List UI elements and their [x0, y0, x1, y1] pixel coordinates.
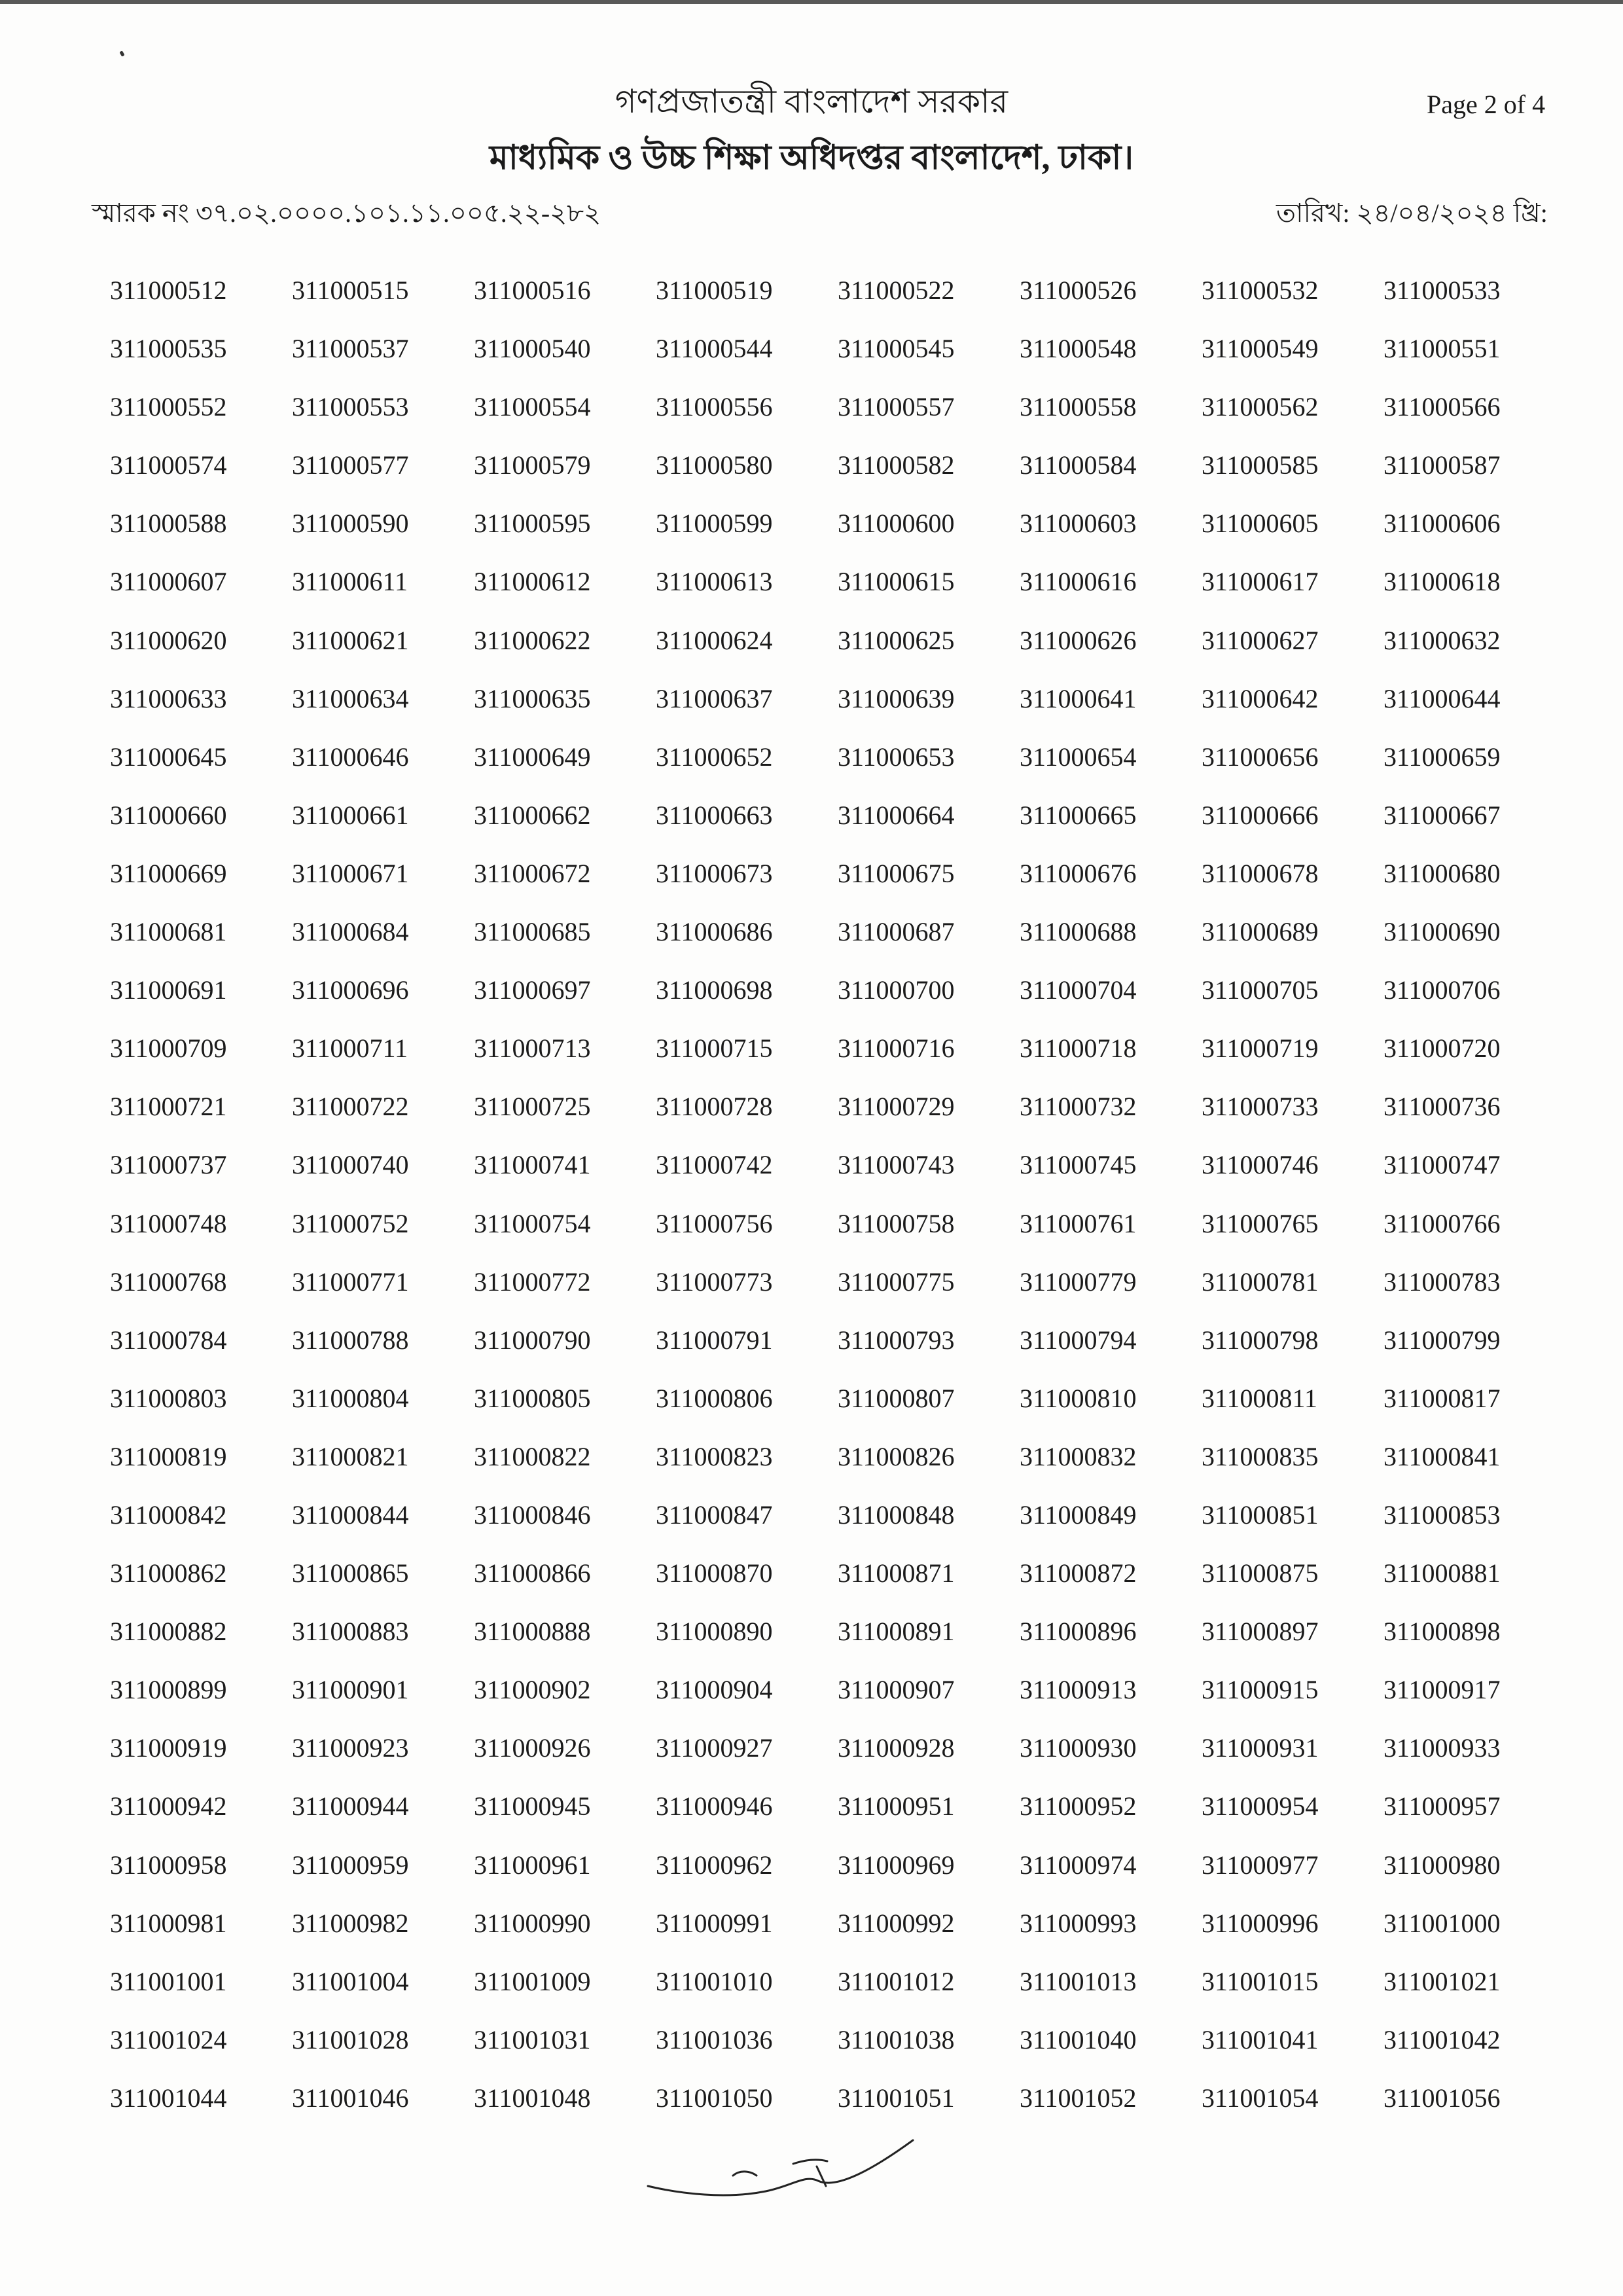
- roll-number: 311001042: [1383, 2024, 1501, 2054]
- table-row: [110, 800, 1565, 858]
- roll-number: 311000931: [1202, 1733, 1319, 1763]
- roll-number: 311000587: [1383, 450, 1501, 480]
- table-row: [110, 1441, 1565, 1499]
- roll-number: 311000687: [838, 917, 955, 947]
- roll-number: 311000704: [1020, 975, 1137, 1005]
- roll-number: 311000715: [656, 1033, 773, 1064]
- roll-number: 311001001: [110, 1966, 227, 1996]
- roll-number: 311000606: [1383, 509, 1501, 539]
- roll-number: 311000689: [1202, 917, 1319, 947]
- roll-number: 311000993: [1020, 1908, 1137, 1938]
- roll-number: 311000904: [656, 1675, 773, 1705]
- roll-number: 311000933: [1383, 1733, 1501, 1763]
- roll-number-grid: [110, 275, 1565, 2141]
- roll-number: 311000659: [1383, 742, 1501, 772]
- roll-number: 311000870: [656, 1558, 773, 1588]
- roll-number: 311000928: [838, 1733, 955, 1763]
- roll-number: 311000625: [838, 625, 955, 655]
- roll-number: 311000866: [474, 1558, 591, 1588]
- table-row: [110, 683, 1565, 742]
- roll-number: 311000516: [474, 276, 591, 305]
- roll-number: 311000661: [292, 800, 409, 830]
- roll-number: 311000660: [110, 800, 227, 830]
- roll-number: 311000537: [292, 334, 409, 364]
- roll-number: 311000783: [1383, 1266, 1501, 1297]
- roll-number: 311000871: [838, 1558, 955, 1588]
- roll-number: 311000577: [292, 450, 409, 480]
- roll-number: 311001015: [1202, 1966, 1319, 1996]
- roll-number: 311000617: [1202, 567, 1319, 597]
- roll-number: 311000747: [1383, 1150, 1501, 1180]
- roll-number: 311000768: [110, 1266, 227, 1297]
- table-row: [110, 916, 1565, 975]
- roll-number: 311000803: [110, 1383, 227, 1413]
- roll-number: 311000882: [110, 1617, 227, 1647]
- table-row: [110, 1208, 1565, 1266]
- signature: [641, 2121, 929, 2219]
- roll-number: 311000678: [1202, 858, 1319, 888]
- roll-number: 311000923: [292, 1733, 409, 1763]
- roll-number: 311000662: [474, 800, 591, 830]
- table-row: [110, 275, 1565, 333]
- roll-number: 311000700: [838, 975, 955, 1005]
- roll-number: 311000804: [292, 1383, 409, 1413]
- roll-number: 311000713: [474, 1033, 591, 1064]
- roll-number: 311000584: [1020, 450, 1137, 480]
- table-row: [110, 742, 1565, 800]
- roll-number: 311000821: [292, 1441, 409, 1471]
- roll-number: 311000957: [1383, 1791, 1501, 1821]
- roll-number: 311000605: [1202, 509, 1319, 539]
- roll-number: 311000616: [1020, 567, 1137, 597]
- roll-number: 311000982: [292, 1908, 409, 1938]
- roll-number: 311000927: [656, 1733, 773, 1763]
- table-row: [110, 1850, 1565, 1908]
- roll-number: 311000634: [292, 683, 409, 713]
- roll-number: 311000716: [838, 1033, 955, 1064]
- roll-number: 311000756: [656, 1208, 773, 1238]
- roll-number: 311000684: [292, 917, 409, 947]
- roll-number: 311000705: [1202, 975, 1319, 1005]
- roll-number: 311000930: [1020, 1733, 1137, 1763]
- roll-number: 311000697: [474, 975, 591, 1005]
- roll-number: 311000981: [110, 1908, 227, 1938]
- roll-number: 311000945: [474, 1791, 591, 1821]
- roll-number: 311001000: [1383, 1908, 1501, 1938]
- roll-number: 311000737: [110, 1150, 227, 1180]
- roll-number: 311000790: [474, 1325, 591, 1355]
- roll-number: 311000672: [474, 858, 591, 888]
- roll-number: 311000671: [292, 858, 409, 888]
- roll-number: 311000990: [474, 1908, 591, 1938]
- roll-number: 311000718: [1020, 1033, 1137, 1064]
- roll-number: 311000853: [1383, 1499, 1501, 1530]
- roll-number: 311000810: [1020, 1383, 1137, 1413]
- roll-number: 311001041: [1202, 2024, 1319, 2054]
- roll-number: 311001051: [838, 2083, 955, 2113]
- roll-number: 311001046: [292, 2083, 409, 2113]
- roll-number: 311000652: [656, 742, 773, 772]
- roll-number: 311000736: [1383, 1092, 1501, 1122]
- roll-number: 311000832: [1020, 1441, 1137, 1471]
- roll-number: 311000862: [110, 1558, 227, 1588]
- table-row: [110, 1732, 1565, 1791]
- roll-number: 311000624: [656, 625, 773, 655]
- roll-number: 311000667: [1383, 800, 1501, 830]
- roll-number: 311000664: [838, 800, 955, 830]
- roll-number: 311001048: [474, 2083, 591, 2113]
- roll-number: 311000603: [1020, 509, 1137, 539]
- roll-number: 311000773: [656, 1266, 773, 1297]
- roll-number: 311000942: [110, 1791, 227, 1821]
- roll-number: 311000958: [110, 1850, 227, 1880]
- table-row: [110, 333, 1565, 391]
- scan-speck: [119, 50, 124, 56]
- roll-number: 311000961: [474, 1850, 591, 1880]
- table-row: [110, 1499, 1565, 1558]
- roll-number: 311000761: [1020, 1208, 1137, 1238]
- office-title: মাধ্যমিক ও উচ্চ শিক্ষা অধিদপ্তর বাংলাদেশ, ঢাকা।: [489, 139, 1134, 177]
- roll-number: 311000663: [656, 800, 773, 830]
- table-row: [110, 1558, 1565, 1616]
- roll-number: 311000666: [1202, 800, 1319, 830]
- roll-number: 311000588: [110, 509, 227, 539]
- roll-number: 311000822: [474, 1441, 591, 1471]
- roll-number: 311000681: [110, 917, 227, 947]
- roll-number: 311000926: [474, 1733, 591, 1763]
- roll-number: 311000742: [656, 1150, 773, 1180]
- roll-number: 311000823: [656, 1441, 773, 1471]
- roll-number: 311000766: [1383, 1208, 1501, 1238]
- roll-number: 311000811: [1202, 1383, 1318, 1413]
- roll-number: 311000915: [1202, 1675, 1319, 1705]
- roll-number: 311000728: [656, 1092, 773, 1122]
- roll-number: 311000775: [838, 1266, 955, 1297]
- roll-number: 311000649: [474, 742, 591, 772]
- roll-number: 311000881: [1383, 1558, 1501, 1588]
- roll-number: 311000669: [110, 858, 227, 888]
- roll-number: 311000969: [838, 1850, 955, 1880]
- roll-number: 311000902: [474, 1675, 591, 1705]
- table-row: [110, 508, 1565, 566]
- roll-number: 311000698: [656, 975, 773, 1005]
- roll-number: 311001050: [656, 2083, 773, 2113]
- roll-number: 311000562: [1202, 392, 1319, 422]
- roll-number: 311000574: [110, 450, 227, 480]
- roll-number: 311000644: [1383, 683, 1501, 713]
- roll-number: 311000841: [1383, 1441, 1501, 1471]
- roll-number: 311000595: [474, 509, 591, 539]
- roll-number: 311000954: [1202, 1791, 1319, 1821]
- roll-number: 311000613: [656, 567, 773, 597]
- roll-number: 311001031: [474, 2024, 591, 2054]
- roll-number: 311000992: [838, 1908, 955, 1938]
- roll-number: 311000807: [838, 1383, 955, 1413]
- roll-number: 311000706: [1383, 975, 1501, 1005]
- roll-number: 311000898: [1383, 1617, 1501, 1647]
- roll-number: 311000865: [292, 1558, 409, 1588]
- roll-number: 311000791: [656, 1325, 773, 1355]
- roll-number: 311000709: [110, 1033, 227, 1064]
- roll-number: 311000653: [838, 742, 955, 772]
- roll-number: 311000552: [110, 392, 227, 422]
- roll-number: 311000590: [292, 509, 409, 539]
- roll-number: 311001036: [656, 2024, 773, 2054]
- roll-number: 311000784: [110, 1325, 227, 1355]
- roll-number: 311000558: [1020, 392, 1137, 422]
- roll-number: 311000548: [1020, 334, 1137, 364]
- roll-number: 311001009: [474, 1966, 591, 1996]
- roll-number: 311000599: [656, 509, 773, 539]
- roll-number: 311001010: [656, 1966, 773, 1996]
- roll-number: 311000951: [838, 1791, 955, 1821]
- table-row: [110, 1383, 1565, 1441]
- roll-number: 311000805: [474, 1383, 591, 1413]
- roll-number: 311000615: [838, 567, 955, 597]
- roll-number: 311000725: [474, 1092, 591, 1122]
- roll-number: 311000907: [838, 1675, 955, 1705]
- roll-number: 311000745: [1020, 1150, 1137, 1180]
- table-row: [110, 1616, 1565, 1674]
- roll-number: 311000645: [110, 742, 227, 772]
- roll-number: 311000635: [474, 683, 591, 713]
- roll-number: 311000722: [292, 1092, 409, 1122]
- roll-number: 311001052: [1020, 2083, 1137, 2113]
- roll-number: 311000888: [474, 1617, 591, 1647]
- roll-number: 311000729: [838, 1092, 955, 1122]
- roll-number: 311000557: [838, 392, 955, 422]
- table-row: [110, 975, 1565, 1033]
- roll-number: 311000646: [292, 742, 409, 772]
- roll-number: 311000890: [656, 1617, 773, 1647]
- roll-number: 311000847: [656, 1499, 773, 1530]
- roll-number: 311000553: [292, 392, 409, 422]
- roll-number: 311000600: [838, 509, 955, 539]
- roll-number: 311000676: [1020, 858, 1137, 888]
- roll-number: 311000752: [292, 1208, 409, 1238]
- roll-number: 311000901: [292, 1675, 409, 1705]
- roll-number: 311000991: [656, 1908, 773, 1938]
- roll-number: 311000607: [110, 567, 227, 597]
- roll-number: 311000746: [1202, 1150, 1319, 1180]
- government-title: গণপ্রজাতন্ত্রী বাংলাদেশ সরকার: [615, 83, 1008, 120]
- roll-number: 311000639: [838, 683, 955, 713]
- table-row: [110, 1791, 1565, 1849]
- table-row: [110, 1266, 1565, 1325]
- table-row: [110, 450, 1565, 508]
- roll-number: 311000919: [110, 1733, 227, 1763]
- roll-number: 311000765: [1202, 1208, 1319, 1238]
- roll-number: 311000612: [474, 567, 591, 597]
- roll-number: 311000688: [1020, 917, 1137, 947]
- roll-number: 311000799: [1383, 1325, 1501, 1355]
- roll-number: 311000654: [1020, 742, 1137, 772]
- roll-number: 311000719: [1202, 1033, 1319, 1064]
- roll-number: 311001038: [838, 2024, 955, 2054]
- roll-number: 311000685: [474, 917, 591, 947]
- roll-number: 311000691: [110, 975, 227, 1005]
- roll-number: 311000913: [1020, 1675, 1137, 1705]
- roll-number: 311000917: [1383, 1675, 1501, 1705]
- roll-number: 311000779: [1020, 1266, 1137, 1297]
- roll-number: 311000519: [656, 276, 773, 305]
- roll-number: 311000620: [110, 625, 227, 655]
- roll-number: 311001056: [1383, 2083, 1501, 2113]
- table-row: [110, 1966, 1565, 2024]
- roll-number: 311000849: [1020, 1499, 1137, 1530]
- roll-number: 311000585: [1202, 450, 1319, 480]
- roll-number: 311000732: [1020, 1092, 1137, 1122]
- roll-number: 311000733: [1202, 1092, 1319, 1122]
- roll-number: 311000899: [110, 1675, 227, 1705]
- roll-number: 311000771: [292, 1266, 409, 1297]
- roll-number: 311001012: [838, 1966, 955, 1996]
- roll-number: 311000842: [110, 1499, 227, 1530]
- roll-number: 311000680: [1383, 858, 1501, 888]
- table-row: [110, 1091, 1565, 1149]
- roll-number: 311000618: [1383, 567, 1501, 597]
- roll-number: 311000512: [110, 276, 227, 305]
- roll-number: 311000580: [656, 450, 773, 480]
- roll-number: 311000633: [110, 683, 227, 713]
- roll-number: 311000772: [474, 1266, 591, 1297]
- roll-number: 311000690: [1383, 917, 1501, 947]
- roll-number: 311000959: [292, 1850, 409, 1880]
- roll-number: 311000896: [1020, 1617, 1137, 1647]
- roll-number: 311000642: [1202, 683, 1319, 713]
- table-row: [110, 1674, 1565, 1732]
- roll-number: 311000897: [1202, 1617, 1319, 1647]
- roll-number: 311000515: [292, 276, 409, 305]
- roll-number: 311001024: [110, 2024, 227, 2054]
- roll-number: 311000711: [292, 1033, 408, 1064]
- roll-number: 311000621: [292, 625, 409, 655]
- document-date: তারিখ: ২৪/০৪/২০২৪ খ্রি:: [1276, 198, 1548, 228]
- roll-number: 311000844: [292, 1499, 409, 1530]
- roll-number: 311000980: [1383, 1850, 1501, 1880]
- roll-number: 311000721: [110, 1092, 227, 1122]
- roll-number: 311000944: [292, 1791, 409, 1821]
- roll-number: 311001044: [110, 2083, 227, 2113]
- roll-number: 311000582: [838, 450, 955, 480]
- roll-number: 311000851: [1202, 1499, 1319, 1530]
- roll-number: 311000545: [838, 334, 955, 364]
- roll-number: 311000622: [474, 625, 591, 655]
- roll-number: 311001040: [1020, 2024, 1137, 2054]
- roll-number: 311000946: [656, 1791, 773, 1821]
- roll-number: 311001013: [1020, 1966, 1137, 1996]
- roll-number: 311000848: [838, 1499, 955, 1530]
- table-row: [110, 625, 1565, 683]
- roll-number: 311000872: [1020, 1558, 1137, 1588]
- page-indicator: Page 2 of 4: [1427, 90, 1546, 119]
- roll-number: 311000540: [474, 334, 591, 364]
- roll-number: 311000627: [1202, 625, 1319, 655]
- roll-number: 311000819: [110, 1441, 227, 1471]
- roll-number: 311000626: [1020, 625, 1137, 655]
- roll-number: 311000794: [1020, 1325, 1137, 1355]
- roll-number: 311001021: [1383, 1966, 1501, 1996]
- roll-number: 311000806: [656, 1383, 773, 1413]
- roll-number: 311000962: [656, 1850, 773, 1880]
- roll-number: 311000781: [1202, 1266, 1319, 1297]
- table-row: [110, 1325, 1565, 1383]
- roll-number: 311001004: [292, 1966, 409, 1996]
- roll-number: 311000556: [656, 392, 773, 422]
- roll-number: 311000673: [656, 858, 773, 888]
- roll-number: 311000741: [474, 1150, 591, 1180]
- table-row: [110, 1149, 1565, 1208]
- roll-number: 311000974: [1020, 1850, 1137, 1880]
- roll-number: 311000846: [474, 1499, 591, 1530]
- roll-number: 311000875: [1202, 1558, 1319, 1588]
- roll-number: 311000544: [656, 334, 773, 364]
- roll-number: 311000891: [838, 1617, 955, 1647]
- roll-number: 311000798: [1202, 1325, 1319, 1355]
- table-row: [110, 391, 1565, 450]
- roll-number: 311000793: [838, 1325, 955, 1355]
- roll-number: 311000533: [1383, 276, 1501, 305]
- table-row: [110, 1033, 1565, 1091]
- roll-number: 311000835: [1202, 1441, 1319, 1471]
- table-row: [110, 566, 1565, 624]
- roll-number: 311000754: [474, 1208, 591, 1238]
- roll-number: 311000549: [1202, 334, 1319, 364]
- roll-number: 311000748: [110, 1208, 227, 1238]
- roll-number: 311000532: [1202, 276, 1319, 305]
- roll-number: 311000788: [292, 1325, 409, 1355]
- roll-number: 311000656: [1202, 742, 1319, 772]
- roll-number: 311000665: [1020, 800, 1137, 830]
- roll-number: 311000977: [1202, 1850, 1319, 1880]
- roll-number: 311000817: [1383, 1383, 1501, 1413]
- roll-number: 311001054: [1202, 2083, 1319, 2113]
- roll-number: 311000526: [1020, 276, 1137, 305]
- roll-number: 311000826: [838, 1441, 955, 1471]
- roll-number: 311000696: [292, 975, 409, 1005]
- roll-number: 311000522: [838, 276, 955, 305]
- roll-number: 311000720: [1383, 1033, 1501, 1064]
- roll-number: 311000740: [292, 1150, 409, 1180]
- roll-number: 311000579: [474, 450, 591, 480]
- roll-number: 311000551: [1383, 334, 1501, 364]
- roll-number: 311000554: [474, 392, 591, 422]
- table-row: [110, 1908, 1565, 1966]
- memo-number: স্মারক নং ৩৭.০২.০০০০.১০১.১১.০০৫.২২-২৮২: [92, 198, 601, 228]
- table-row: [110, 2024, 1565, 2083]
- roll-number: 311000637: [656, 683, 773, 713]
- roll-number: 311000641: [1020, 683, 1137, 713]
- roll-number: 311000632: [1383, 625, 1501, 655]
- scan-edge: [0, 0, 1623, 4]
- roll-number: 311000535: [110, 334, 227, 364]
- roll-number: 311001028: [292, 2024, 409, 2054]
- roll-number: 311000675: [838, 858, 955, 888]
- roll-number: 311000883: [292, 1617, 409, 1647]
- roll-number: 311000952: [1020, 1791, 1137, 1821]
- roll-number: 311000686: [656, 917, 773, 947]
- table-row: [110, 858, 1565, 916]
- roll-number: 311000566: [1383, 392, 1501, 422]
- roll-number: 311000743: [838, 1150, 955, 1180]
- roll-number: 311000758: [838, 1208, 955, 1238]
- roll-number: 311000611: [292, 567, 408, 597]
- roll-number: 311000996: [1202, 1908, 1319, 1938]
